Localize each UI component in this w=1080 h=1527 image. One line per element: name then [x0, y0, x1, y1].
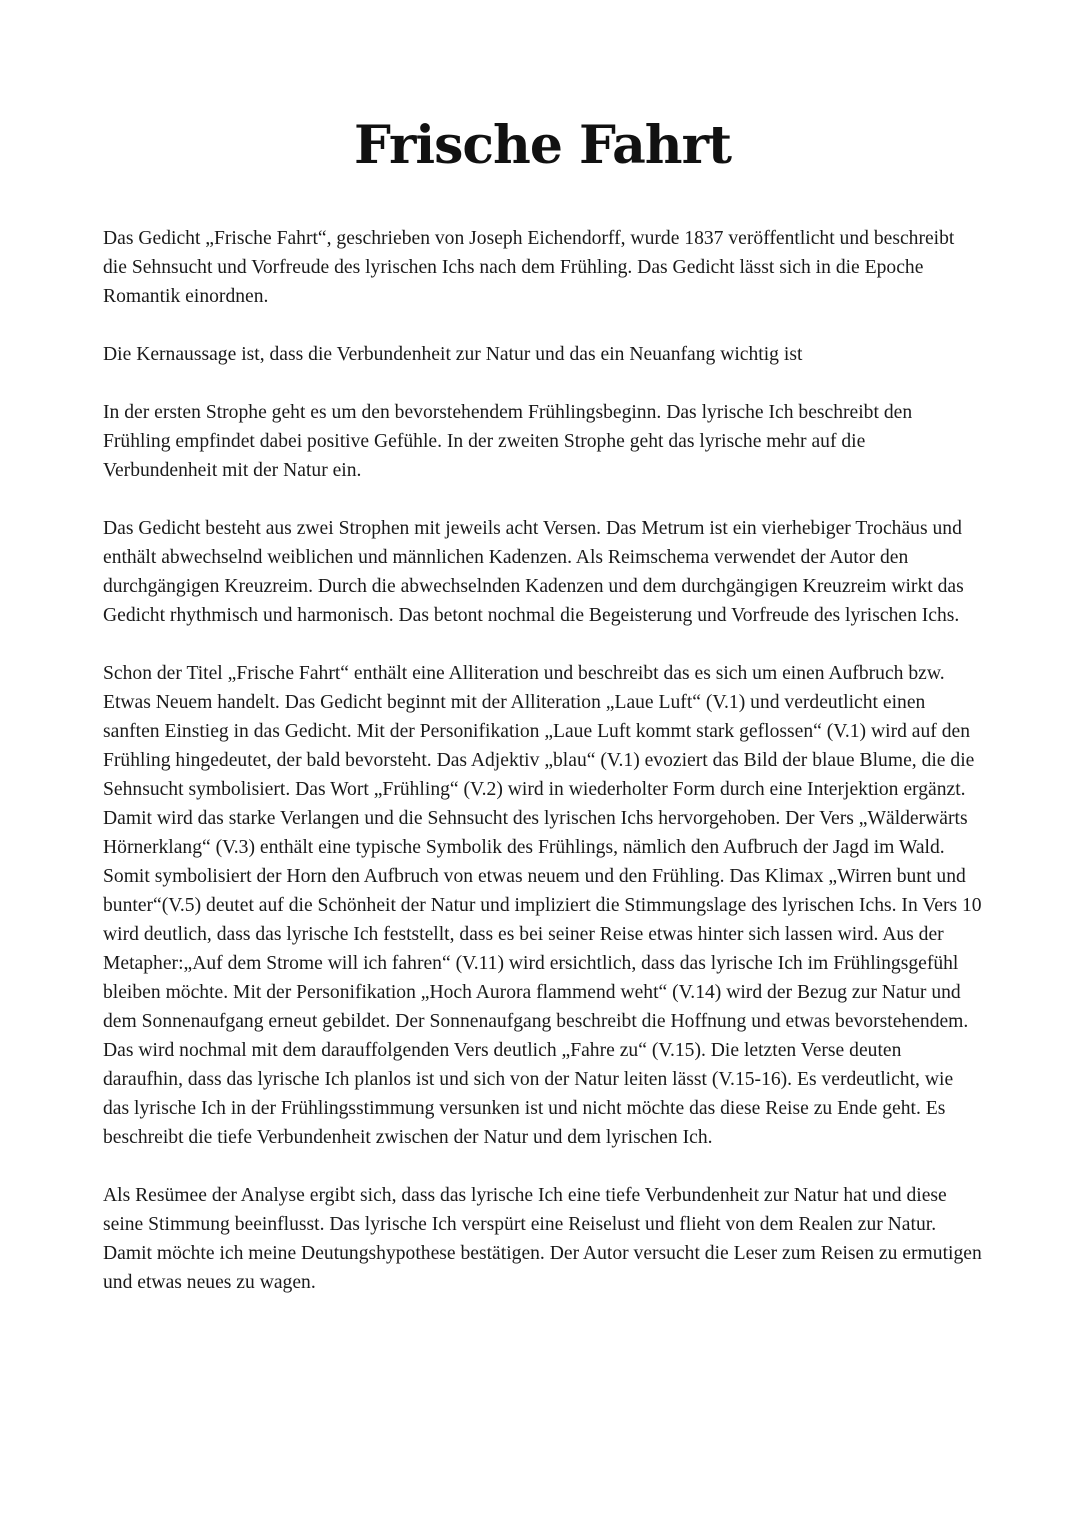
paragraph-introduction: Das Gedicht „Frische Fahrt“, geschrieben von Joseph Eichendorff, wurde 1837 veröffentlicht und beschreibt die Sehnsucht und Vorfreude des lyrischen Ichs nach dem Frühling. Das Gedicht lässt sich in die Epoche Romantik einordnen. — [103, 228, 955, 307]
paragraph-conclusion: Als Resümee der Analyse ergibt sich, dass das lyrische Ich eine tiefe Verbundenheit zur Natur hat und diese seine Stimmung beeinflusst. Das lyrische Ich verspürt eine Reiselust und flieht von dem Realen zur Natur. Damit möchte ich meine Deutungshypothese bestätigen. Der Autor versucht die Leser zum Reisen zu ermutigen und etwas neues zu wagen. — [103, 1185, 982, 1293]
document-title: Frische Fahrt — [353, 115, 732, 176]
paragraph-content-summary: In der ersten Strophe geht es um den bevorstehendem Frühlingsbeginn. Das lyrische Ich beschreibt den Frühling empfindet dabei positive Gefühle. In der zweiten Strophe geht das lyrische mehr auf die Verbundenheit mit der Natur ein. — [103, 402, 913, 481]
paragraph-linguistic-analysis: Schon der Titel „Frische Fahrt“ enthält eine Alliteration und beschreibt das es sich um einen Aufbruch bzw. Etwas Neuem handelt. Das Gedicht beginnt mit der Alliteration „Laue Luft“ (V.1) und verdeutlicht einen sanften Einstieg in das Gedicht. Mit der Personifikation „Laue Luft kommt stark geflossen“ (V.1) wird auf den Frühling hingedeutet, der bald bevorsteht. Das Adjektiv „blau“ (V.1) evoziert das Bild der blaue Blume, die die Sehnsucht symbolisiert. Das Wort „Frühling“ (V.2) wird in wiederholter Form durch eine Interjektion ergänzt. Damit wird das starke Verlangen und die Sehnsucht des lyrischen Ichs hervorgehoben. Der Vers „Wälderwärts Hörnerklang“ (V.3) enthält eine typische Symbolik des Frühlings, nämlich den Aufbruch der Jagd im Wald. Somit symbolisiert der Horn den Aufbruch von etwas neuem und den Frühling. Das Klimax „Wirren bunt und bunter“(V.5) deutet auf die Schönheit der Natur und impliziert die Stimmungslage des lyrischen Ichs. In Vers 10 wird deutlich, dass das lyrische Ich feststellt, dass es bei seiner Reise etwas hinter sich lassen wird. Aus der Metapher:„Auf dem Strome will ich fahren“ (V.11) wird ersichtlich, dass das lyrische Ich im Frühlingsgefühl bleiben möchte. Mit der Personifikation „Hoch Aurora flammend weht“ (V.14) wird der Bezug zur Natur und dem Sonnenaufgang erneut gebildet. Der Sonnenaufgang beschreibt die Hoffnung und etwas bevorstehendem. Das wird nochmal mit dem darauffolgenden Vers deutlich „Fahre zu“ (V.15). Die letzten Verse deuten daraufhin, dass das lyrische Ich planlos ist und sich von der Natur leiten lässt (V.15-16). Es verdeutlicht, wie das lyrische Ich in der Frühlingsstimmung versunken ist und nicht möchte das diese Reise zu Ende geht. Es beschreibt die tiefe Verbundenheit zwischen der Natur und dem lyrischen Ich. — [103, 663, 982, 1148]
paragraph-formal-analysis: Das Gedicht besteht aus zwei Strophen mit jeweils acht Versen. Das Metrum ist ein vierhebiger Trochäus und enthält abwechselnd weiblichen und männlichen Kadenzen. Als Reimschema verwendet der Autor den durchgängigen Kreuzreim. Durch die abwechselnden Kadenzen und dem durchgängigen Kreuzreim wirkt das Gedicht rhythmisch und harmonisch. Das betont nochmal die Begeisterung und Vorfreude des lyrischen Ichs. — [103, 518, 964, 626]
paragraph-core-statement: Die Kernaussage ist, dass die Verbundenheit zur Natur und das ein Neuanfang wichtig ist — [103, 344, 803, 365]
